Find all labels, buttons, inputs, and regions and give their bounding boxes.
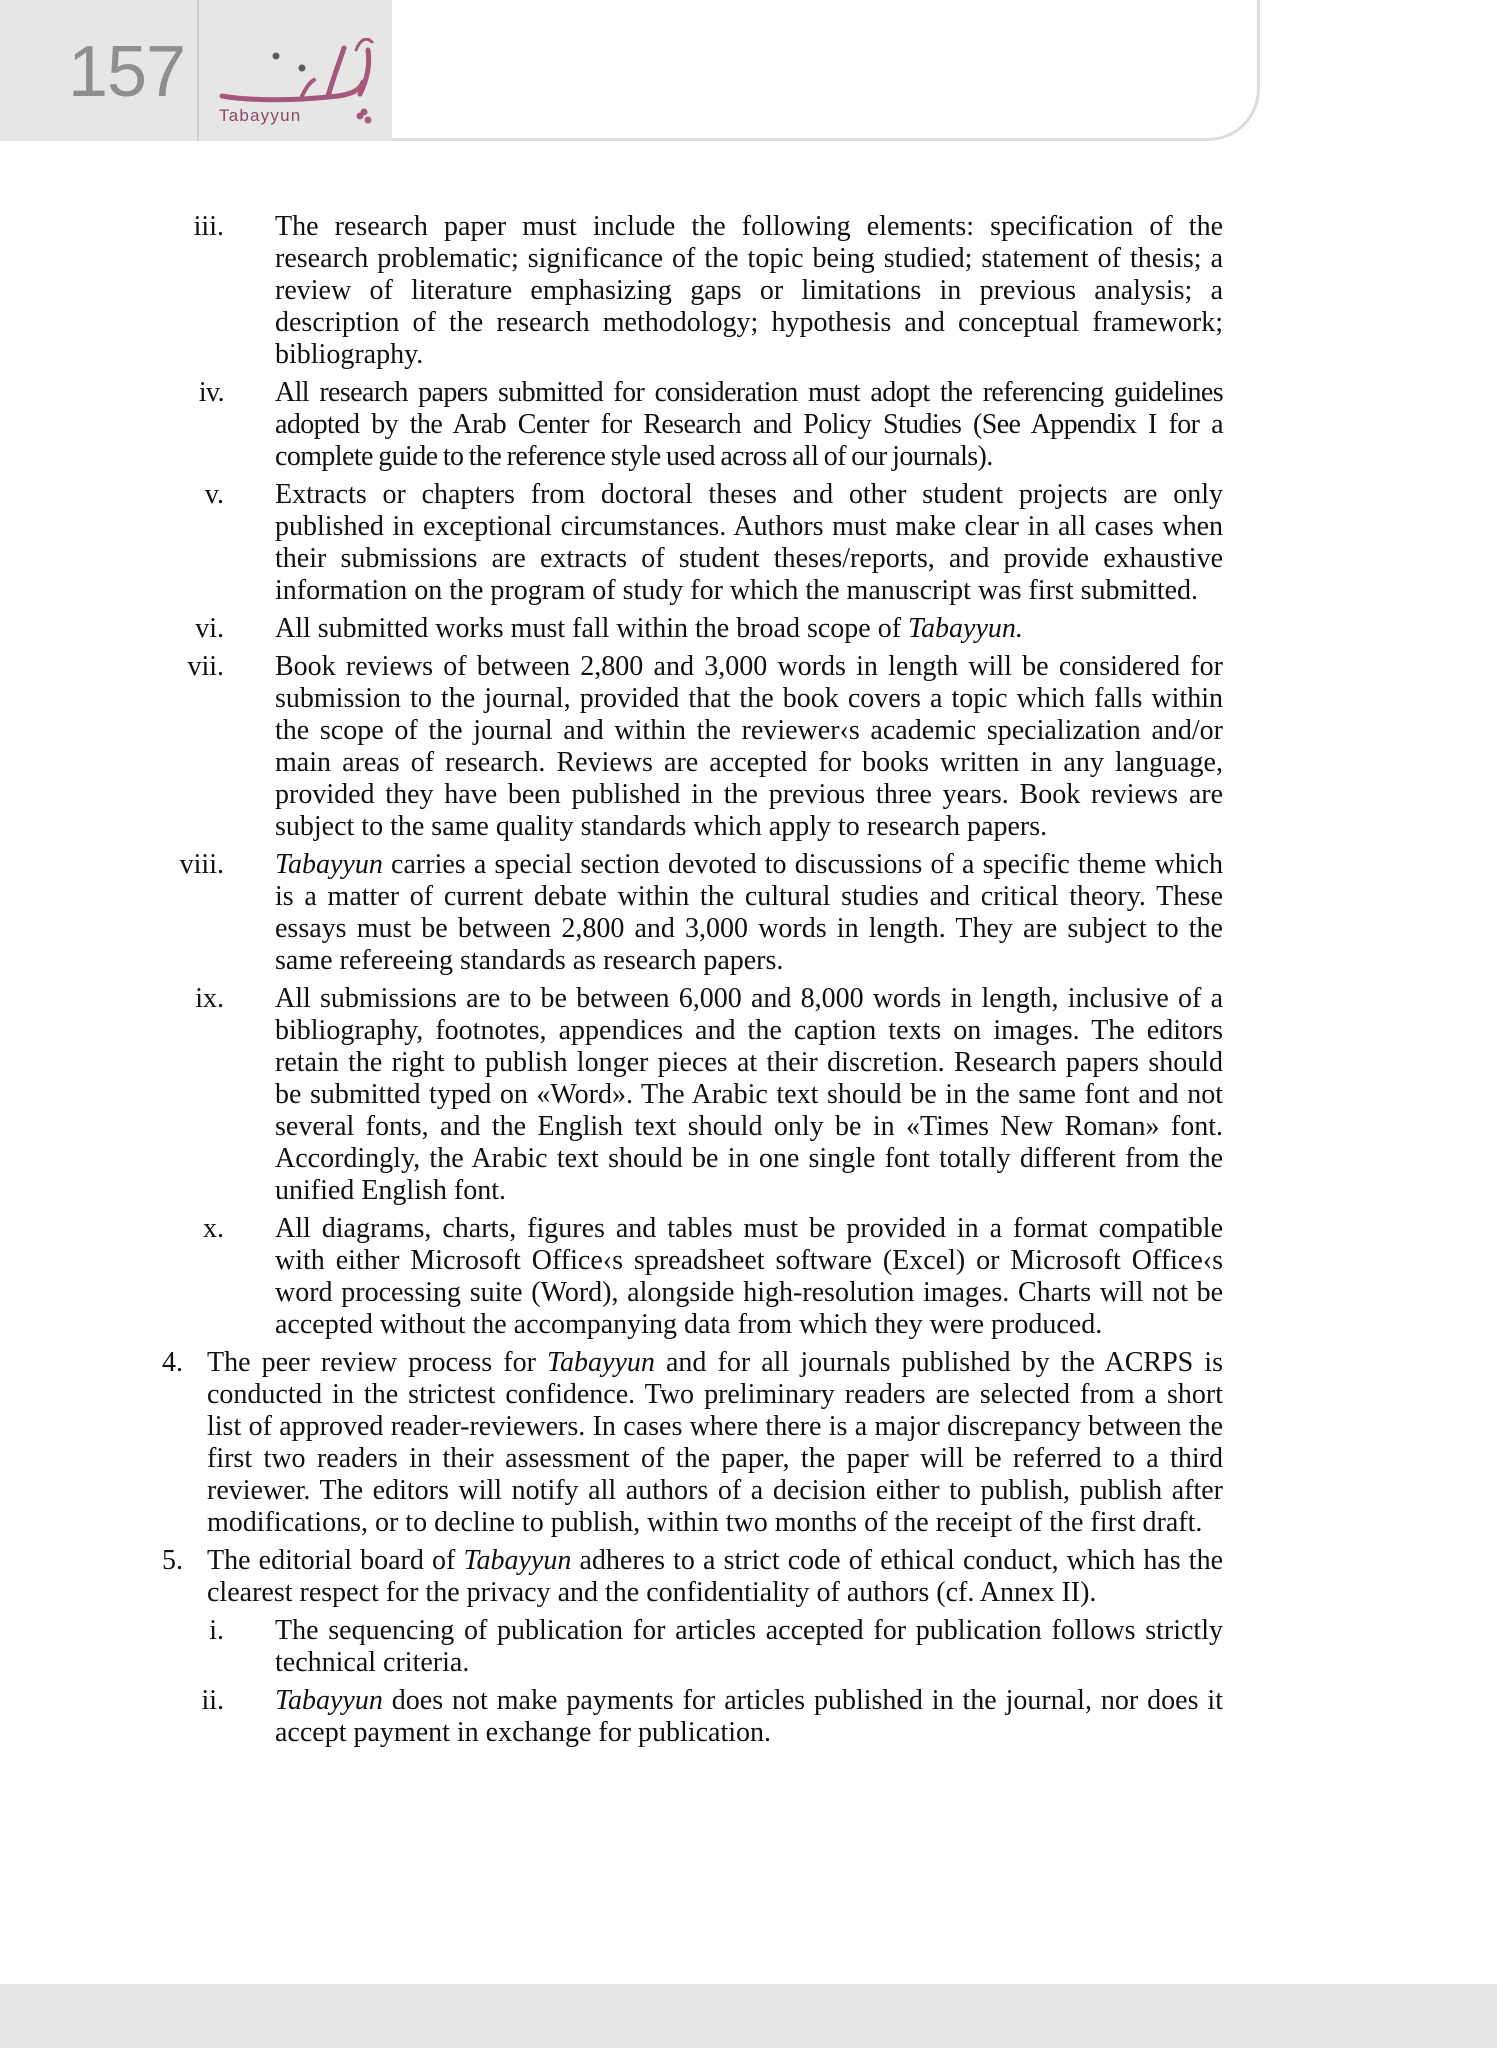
page-number: 157 <box>68 32 186 112</box>
item-text-after: and for all journals published by the ACRPS is conducted in the strictest confidence. Two preliminary readers are selected from a short list of approved reader-reviewers. In cases where there is a major discrepancy between the first two readers in their assessment of the paper, the paper will be referred to a third reviewer. The editors will notify all authors of a decision either to publish, publish after modifications, or to decline to publish, within two months of the receipt of the first draft. <box>207 1347 1223 1538</box>
item-text-before: The editorial board of <box>207 1545 464 1576</box>
item-text: The research paper must include the following elements: specification of the research problematic; significance of the topic being studied; statement of thesis; a review of literature emphasizing gaps or limitations in previous analysis; a description of the research methodology; hypothesis and conceptual framework; bibliography. <box>275 211 1223 370</box>
item-number: vii. <box>187 651 224 682</box>
item-text: All diagrams, charts, figures and tables must be provided in a format compatible with either Microsoft Office‹s spreadsheet software (Excel) or Microsoft Office‹s word processing suite (Word), alongside high-resolution images. Charts will not be accepted without the accompanying data from which they were produced. <box>275 1213 1223 1340</box>
item-number: i. <box>209 1615 224 1646</box>
list-item <box>0 613 1223 645</box>
item-text-after: adheres to a strict code of ethical conduct, which has the clearest respect for the privacy and the confidentiality of authors (cf. Annex II). <box>207 1545 1224 1608</box>
item-number: 4. <box>162 1347 183 1378</box>
journal-title-italic: Tabayyun <box>547 1347 655 1378</box>
list-item <box>0 211 1223 371</box>
journal-title-italic: Tabayyun <box>275 1685 383 1716</box>
item-text: Extracts or chapters from doctoral theses and other student projects are only published in exceptional circumstances. Authors must make clear in all cases when their submissions are extracts of student theses/reports, and provide exhaustive information on the program of study for which the manuscript was first submitted. <box>275 479 1223 606</box>
list-item <box>0 983 1223 1207</box>
list-item <box>0 1685 1223 1749</box>
item-number: v. <box>204 479 224 510</box>
logo-wordmark: Tabayyun <box>219 106 302 125</box>
list-item <box>0 1347 1223 1539</box>
list-item <box>0 377 1223 473</box>
list-item <box>0 1213 1223 1341</box>
header-frame <box>392 0 1260 141</box>
item-text-after: does not make payments for articles published in the journal, nor does it accept payment in exchange for publication. <box>275 1685 1223 1748</box>
item-number: iii. <box>193 211 224 242</box>
item-number: 5. <box>162 1545 183 1576</box>
item-number: viii. <box>179 849 224 880</box>
item-text-before: The peer review process for <box>207 1347 548 1378</box>
item-text-before: All submitted works must fall within the broad scope of <box>275 613 909 644</box>
item-number: x. <box>203 1213 224 1244</box>
journal-title-italic: Tabayyun. <box>908 613 1023 644</box>
list-item <box>0 651 1223 843</box>
item-text: All submissions are to be between 6,000 and 8,000 words in length, inclusive of a bibliography, footnotes, appendices and the caption texts on images. The editors retain the right to publish longer pieces at their discretion. Research papers should be submitted typed on «Word». The Arabic text should be in the same font and not several fonts, and the English text should only be in «Times New Roman» font. Accordingly, the Arabic text should be in one single font totally different from the unified English font. <box>275 983 1223 1206</box>
item-text-after: carries a special section devoted to discussions of a specific theme which is a matter of current debate within the cultural studies and critical theory. These essays must be between 2,800 and 3,000 words in length. They are subject to the same refereeing standards as research papers. <box>275 849 1223 976</box>
journal-title-italic: Tabayyun <box>463 1545 572 1576</box>
list-item <box>0 849 1223 977</box>
item-number: ix. <box>195 983 224 1014</box>
journal-logo <box>210 38 400 133</box>
item-text: Book reviews of between 2,800 and 3,000 words in length will be considered for submission to the journal, provided that the book covers a topic which falls within the scope of the journal and within the reviewer‹s academic specialization and/or main areas of research. Reviews are accepted for books written in any language, provided they have been published in the previous three years. Book reviews are subject to the same quality standards which apply to research papers. <box>275 651 1223 842</box>
header-divider <box>197 0 199 141</box>
item-number: vi. <box>195 613 224 644</box>
list-item <box>0 479 1223 607</box>
list-item <box>0 1615 1223 1679</box>
item-text: All research papers submitted for consideration must adopt the referencing guidelines adopted by the Arab Center for Research and Policy Studies (See Appendix I for a complete guide to the reference style used across all of our journals). <box>275 377 1223 472</box>
footer-band <box>0 1984 1497 2048</box>
item-number: ii. <box>201 1685 224 1716</box>
list-item <box>0 1545 1223 1609</box>
journal-title-italic: Tabayyun <box>275 849 383 880</box>
page-content <box>0 211 1497 1755</box>
item-text: The sequencing of publication for articles accepted for publication follows strictly technical criteria. <box>275 1615 1223 1678</box>
item-number: iv. <box>198 377 224 408</box>
